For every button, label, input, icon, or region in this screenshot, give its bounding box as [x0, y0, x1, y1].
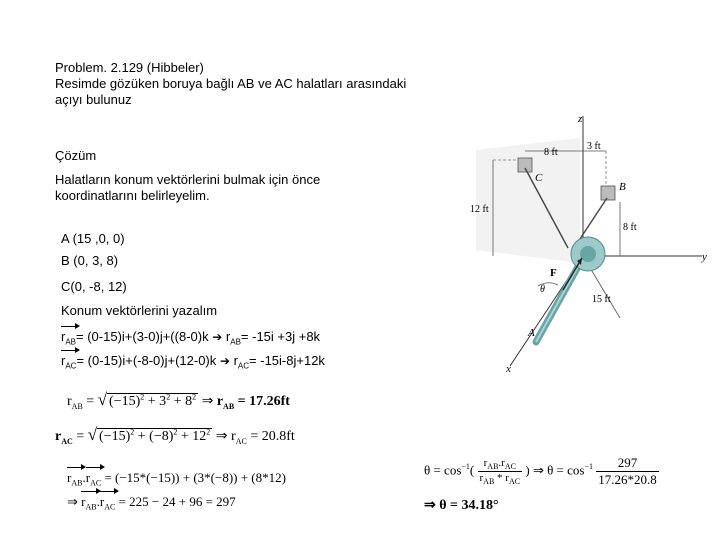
- problem-line-1: Resimde gözüken boruya bağlı AB ve AC halatları arasındaki: [55, 76, 407, 91]
- mag-ab-value: = 17.26ft: [237, 394, 290, 409]
- dim-15ft: 15 ft: [592, 294, 611, 305]
- theta-numerator: 297: [596, 455, 659, 472]
- problem-line-2: açıyı bulunuz: [55, 92, 132, 107]
- mag-ac-radicand: $(-15)^2 + (-8)^2 + 12^2$: [99, 427, 211, 444]
- rab-equation: [61, 329, 320, 351]
- dot-product-result-line: ⇒ $r_{AB}.r_{AC} = 225 - 24 + 96 = 297$: [67, 494, 236, 512]
- intro-line-2: koordinatlarını belirleyelim.: [55, 188, 210, 203]
- theta-final: ⇒ θ = 34.18°: [424, 498, 499, 513]
- dim-8ft-top: 8 ft: [544, 147, 558, 158]
- intro-line-1: Halatların konum vektörlerini bulmak için önce: [55, 172, 321, 187]
- mag-ab-lhs: $r_{AB}$: [67, 394, 83, 411]
- x-label: x: [506, 363, 511, 375]
- rac-result: = -15i-8j+12k: [249, 353, 325, 368]
- vectors-heading: Konum vektörlerini yazalım: [61, 303, 218, 318]
- theta-denominator: 17.26*20.8: [598, 472, 657, 487]
- dim-3ft: 3 ft: [587, 141, 601, 152]
- hook-c-icon: [518, 158, 532, 172]
- rab-result: = -15i +3j +8k: [240, 329, 321, 344]
- point-a-label: A: [528, 327, 535, 339]
- rac-vector-symbol: $r_{AC}$: [61, 353, 76, 375]
- point-b-label: B: [619, 181, 626, 193]
- dot-result: = 225 − 24 + 96 = 297: [118, 494, 236, 509]
- rac-expression: = (0-15)i+(-8-0)j+(12-0)k: [76, 353, 217, 368]
- point-c-label: C: [535, 172, 543, 184]
- solution-intro: [55, 172, 320, 204]
- force-f-label: F: [550, 267, 557, 279]
- theta-label: θ: [540, 284, 545, 295]
- pipe-figure: [470, 108, 710, 380]
- z-label: z: [578, 113, 583, 125]
- magnitude-ac-equation: $r_{AC}$ = √ $(-15)^2 + (-8)^2 + 12^2$ ⇒ $r_{AC} = 20.8ft$: [55, 425, 295, 446]
- coord-c: C(0, -8, 12): [61, 279, 127, 294]
- coord-a: A (15 ,0, 0): [61, 231, 125, 246]
- dot-product-equation: $r_{AB}.r_{AC} = (-15*(-15)) + (3*(-8)) + (8*12)$: [67, 470, 286, 488]
- rab-expression: = (0-15)i+(3-0)j+((8-0)k: [76, 329, 209, 344]
- implies-arrow-icon: ➔: [219, 354, 230, 368]
- magnitude-ab-equation: $r_{AB}$ = √ $(-15)^2 + 3^2 + 8^2$ ⇒ $r_{AB} = 17.26ft$: [67, 390, 290, 411]
- rab-vector-symbol: $r_{AB}$: [61, 329, 76, 351]
- theta-equation: $\theta = \cos^{-1}$( $\frac{r_{AB}.r_{AC}}{r_{AB} * r_{AC}}$ ) ⇒ $\theta = \cos^{-1}$ $\frac{297}{17.26*20.8}$: [424, 455, 657, 487]
- y-label: y: [702, 251, 707, 263]
- rac-equation: [61, 353, 325, 375]
- mag-ac-value: = 20.8ft: [250, 429, 295, 444]
- rab-result-symbol: $r_{AB}$: [225, 329, 241, 347]
- problem-title: Problem. 2.129 (Hibbeler): [55, 60, 204, 75]
- wall-plane: [476, 138, 580, 263]
- mag-ac-lhs: $r_{AC}$: [55, 429, 73, 446]
- coord-b: B (0, 3, 8): [61, 253, 119, 268]
- rac-result-symbol: $r_{AC}$: [233, 353, 250, 371]
- dim-8ft-right: 8 ft: [623, 222, 637, 233]
- problem-statement: [55, 60, 406, 108]
- dot-expression: = (−15*(−15)) + (3*(−8)) + (8*12): [104, 470, 286, 485]
- mag-ab-radicand: $(-15)^2 + 3^2 + 8^2$: [109, 392, 197, 409]
- solution-heading: Çözüm: [55, 148, 97, 163]
- implies-arrow-icon: ➔: [212, 330, 223, 344]
- hook-b-icon: [601, 186, 615, 200]
- dim-12ft: 12 ft: [470, 204, 489, 215]
